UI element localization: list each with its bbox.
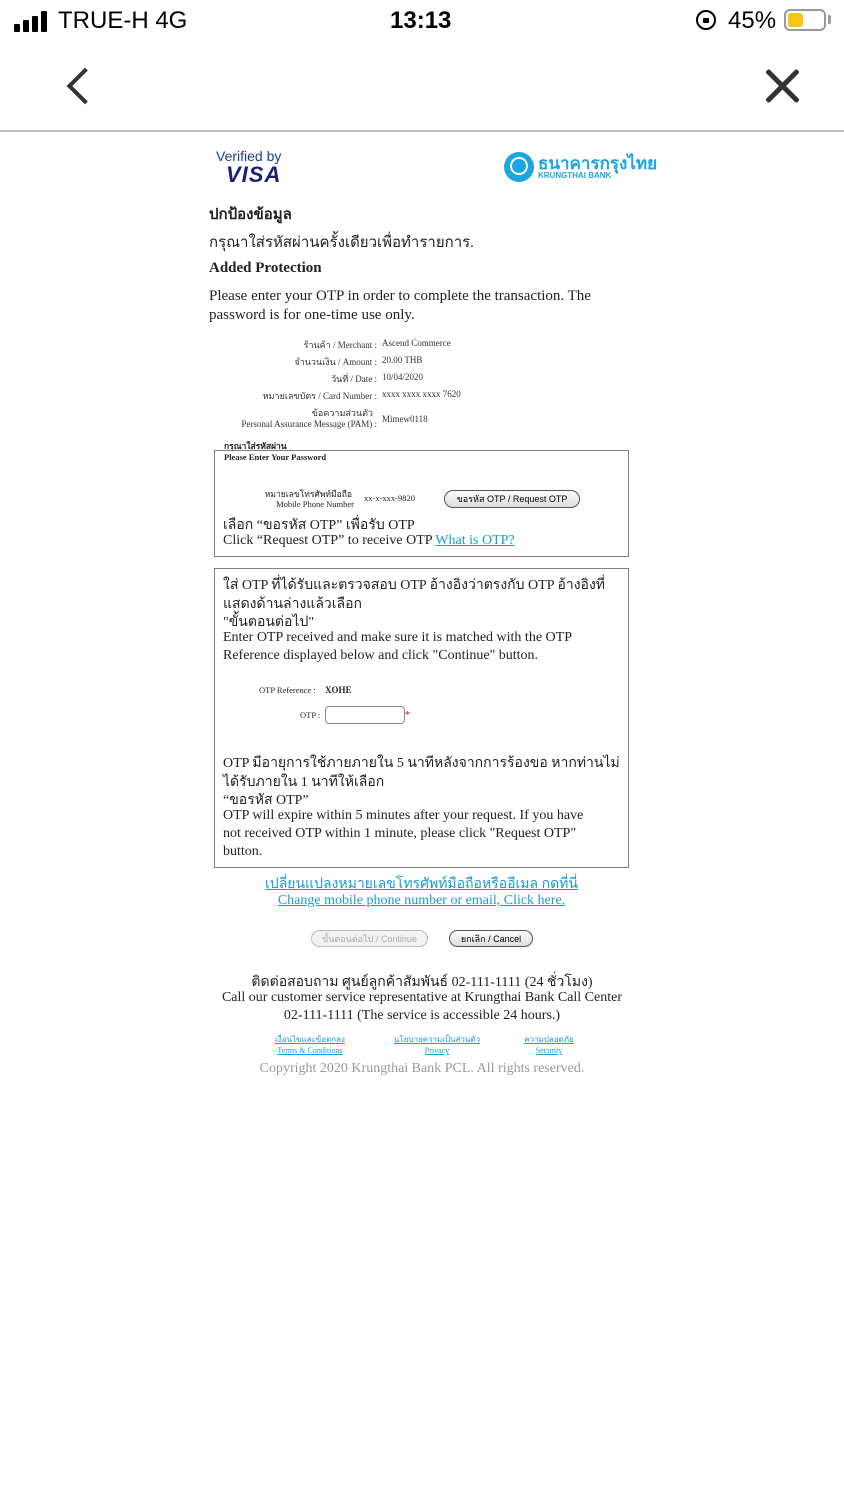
password-legend-en: Please Enter Your Password [224,452,327,462]
otp-expire-th-line2: ได้รับภายใน 1 นาทีให้เลือก [223,775,385,790]
intro-en-line1: Please enter your OTP in order to complete the transaction. The [209,288,591,304]
otp-instr-th-line3: "ขั้นตอนต่อไป" [223,615,315,630]
otp-instr-th-line1: ใส่ OTP ที่ได้รับและตรวจสอบ OTP อ้างอิงว่าตรงกับ OTP อ้างอิงที่ [223,578,606,593]
merchant-value: Ascend Commerce [382,338,451,348]
mobile-label-en: Mobile Phone Number [276,499,354,509]
date-label: วันที่ / Date : [331,374,377,384]
otp-expire-th-line1: OTP มีอายุการใช้ภายภายใน 5 นาทีหลังจากการร้องขอ หากท่านไม่ [223,756,620,771]
terms-link-en[interactable]: Terms & Conditions [277,1046,343,1055]
continue-button[interactable]: ขั้นตอนต่อไป / Continue [311,930,428,947]
pam-label-th: ข้อความส่วนตัว [311,408,373,418]
intro-th: กรุณาใส่รหัสผ่านครั้งเดียวเพื่อทำรายการ. [209,235,474,251]
bank-emblem-icon [504,152,534,182]
request-hint-en [223,533,515,549]
otp-input[interactable] [325,706,405,724]
change-contact-link-en[interactable]: Change mobile phone number or email, Click here. [277,893,566,908]
card-number-value: xxxx xxxx xxxx 7620 [382,389,461,399]
amount-value: 20.00 THB [382,355,423,365]
security-link-th[interactable]: ความปลอดภัย [524,1035,574,1044]
verified-by-visa-logo [216,148,296,188]
visa-logo-line1: Verified by [216,148,282,164]
cancel-button[interactable]: ยกเลิก / Cancel [449,930,533,947]
heading-th: ปกป้องข้อมูล [209,207,292,223]
otp-instr-en-line1: Enter OTP received and make sure it is matched with the OTP [223,630,572,645]
contact-en-line2: 02-111-1111 (The service is accessible 24 hours.) [283,1008,561,1023]
krungthai-bank-logo [504,150,658,186]
privacy-link-th[interactable]: นโยบายความเป็นส่วนตัว [393,1035,481,1044]
carrier-label: TRUE-H 4G [58,7,188,34]
otp-expire-en-line3: button. [223,844,263,859]
terms-link-th[interactable]: เงื่อนไขและข้อตกลง [275,1035,345,1044]
merchant-label: ร้านค้า / Merchant : [303,340,377,350]
battery-icon [784,9,826,31]
privacy-link-en[interactable]: Privacy [424,1046,450,1055]
required-mark: * [405,710,410,721]
intro-en-line2: password is for one-time use only. [209,307,415,323]
request-otp-button[interactable]: ขอรหัส OTP / Request OTP [444,490,580,508]
visa-logo-line2: VISA [226,162,282,187]
battery-nub [828,15,831,24]
chevron-left-icon[interactable] [58,64,98,110]
rotation-lock-icon [696,10,716,30]
mobile-value: xx-x-xxx-9820 [364,493,415,503]
otp-expire-th-line3: “ขอรหัส OTP” [223,793,309,808]
password-legend-th: กรุณาใส่รหัสผ่าน [224,441,287,451]
contact-th: ติดต่อสอบถาม ศูนย์ลูกค้าสัมพันธ์ 02-111-1111 (24 ชั่วโมง) [251,975,593,990]
otp-reference-label: OTP Reference : [259,685,316,695]
battery-percent: 45% [728,7,777,34]
signal-icon [14,10,50,32]
request-hint-th: เลือก “ขอรหัส OTP” เพื่อรับ OTP [223,518,415,533]
nav-divider [0,130,844,132]
request-hint-en-text: Click “Request OTP” to receive OTP [223,533,433,548]
otp-reference-value: XOHE [325,685,352,695]
bank-name-en: KRUNGTHAI BANK [538,171,612,180]
what-is-otp-link[interactable]: What is OTP? [435,533,515,548]
amount-label: จำนวนเงิน / Amount : [294,357,377,367]
card-number-label: หมายเลขบัตร / Card Number : [262,391,377,401]
copyright: Copyright 2020 Krungthai Bank PCL. All rights reserved. [259,1061,585,1076]
clock: 13:13 [390,7,452,34]
pam-value: Mimew0118 [382,414,428,424]
otp-expire-en-line2: not received OTP within 1 minute, please click "Request OTP" [223,826,577,841]
otp-expire-en-line1: OTP will expire within 5 minutes after your request. If you have [223,808,584,823]
change-contact-link-th[interactable]: เปลี่ยนแปลงหมายเลขโทรศัพท์มือถือหรืออีเมล กดที่นี่ [265,877,578,892]
heading-en: Added Protection [209,260,322,276]
contact-en-line1: Call our customer service representative at Krungthai Bank Call Center [221,990,623,1005]
status-bar [0,0,844,44]
security-link-en[interactable]: Security [535,1046,563,1055]
date-value: 10/04/2020 [382,372,424,382]
otp-instr-en-line2: Reference displayed below and click "Continue" button. [223,648,539,663]
otp-label: OTP : [300,710,321,720]
otp-instr-th-line2: แสดงด้านล่างแล้วเลือก [223,597,363,612]
mobile-label-th: หมายเลขโทรศัพท์มือถือ [264,489,352,499]
close-icon[interactable] [760,64,804,108]
pam-label-en: Personal Assurance Message (PAM) : [241,419,377,429]
bank-name-th: ธนาคารกรุงไทย [538,154,658,173]
